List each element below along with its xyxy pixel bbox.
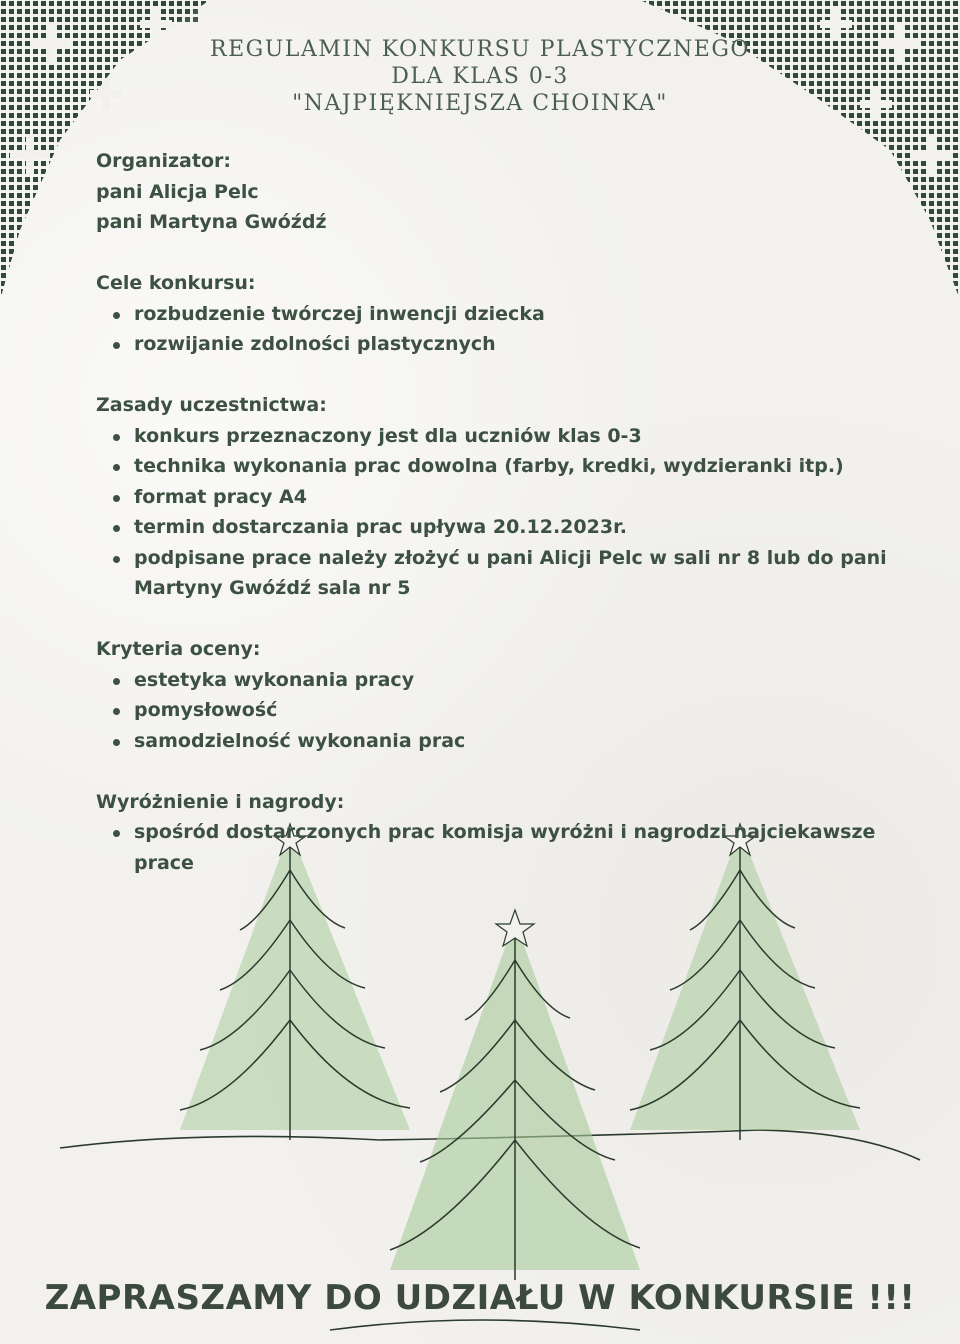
list-item: rozwijanie zdolności plastycznych	[96, 329, 916, 360]
list-item: estetyka wykonania pracy	[96, 665, 916, 696]
invitation-footer: ZAPRASZAMY DO UDZIAŁU W KONKURSIE !!!	[44, 1278, 916, 1318]
awards-list	[96, 817, 916, 878]
title-line-1: REGULAMIN KONKURSU PLASTYCZNEGO	[210, 37, 750, 62]
list-item: rozbudzenie twórczej inwencji dziecka	[96, 299, 916, 330]
goals-heading: Cele konkursu:	[96, 272, 256, 294]
organizer-section	[96, 146, 916, 238]
organizer-name: pani Alicja Pelc	[96, 180, 259, 203]
title-line-2: DLA KLAS 0-3	[391, 64, 569, 89]
criteria-heading: Kryteria oceny:	[96, 638, 261, 660]
list-item: podpisane prace należy złożyć u pani Alicji Pelc w sali nr 8 lub do pani Martyny Gwóźdź sala nr 5	[96, 543, 916, 604]
criteria-list	[96, 665, 916, 757]
list-item: pomysłowość	[96, 695, 916, 726]
list-item: samodzielność wykonania prac	[96, 726, 916, 757]
rules-heading: Zasady uczestnictwa:	[96, 394, 327, 416]
list-item: termin dostarczania prac upływa 20.12.2023r.	[96, 512, 916, 543]
goals-list	[96, 299, 916, 360]
title-line-3: "NAJPIĘKNIEJSZA CHOINKA"	[292, 91, 668, 116]
list-item: technika wykonania prac dowolna (farby, kredki, wydzieranki itp.)	[96, 451, 916, 482]
rules-list	[96, 421, 916, 604]
goals-section	[96, 268, 916, 360]
list-item: konkurs przeznaczony jest dla uczniów klas 0-3	[96, 421, 916, 452]
awards-section	[96, 787, 916, 879]
organizer-name: pani Martyna Gwóźdź	[96, 211, 327, 233]
rules-content	[96, 146, 916, 909]
list-item: format pracy A4	[96, 482, 916, 513]
organizer-heading: Organizator:	[96, 150, 231, 172]
rules-section	[96, 390, 916, 604]
tree-center	[390, 910, 640, 1280]
list-item: spośród dostarczonych prac komisja wyróżni i nagrodzi najciekawsze prace	[96, 817, 916, 878]
page-title	[0, 36, 960, 117]
awards-heading: Wyróżnienie i nagrody:	[96, 790, 345, 813]
criteria-section	[96, 634, 916, 756]
